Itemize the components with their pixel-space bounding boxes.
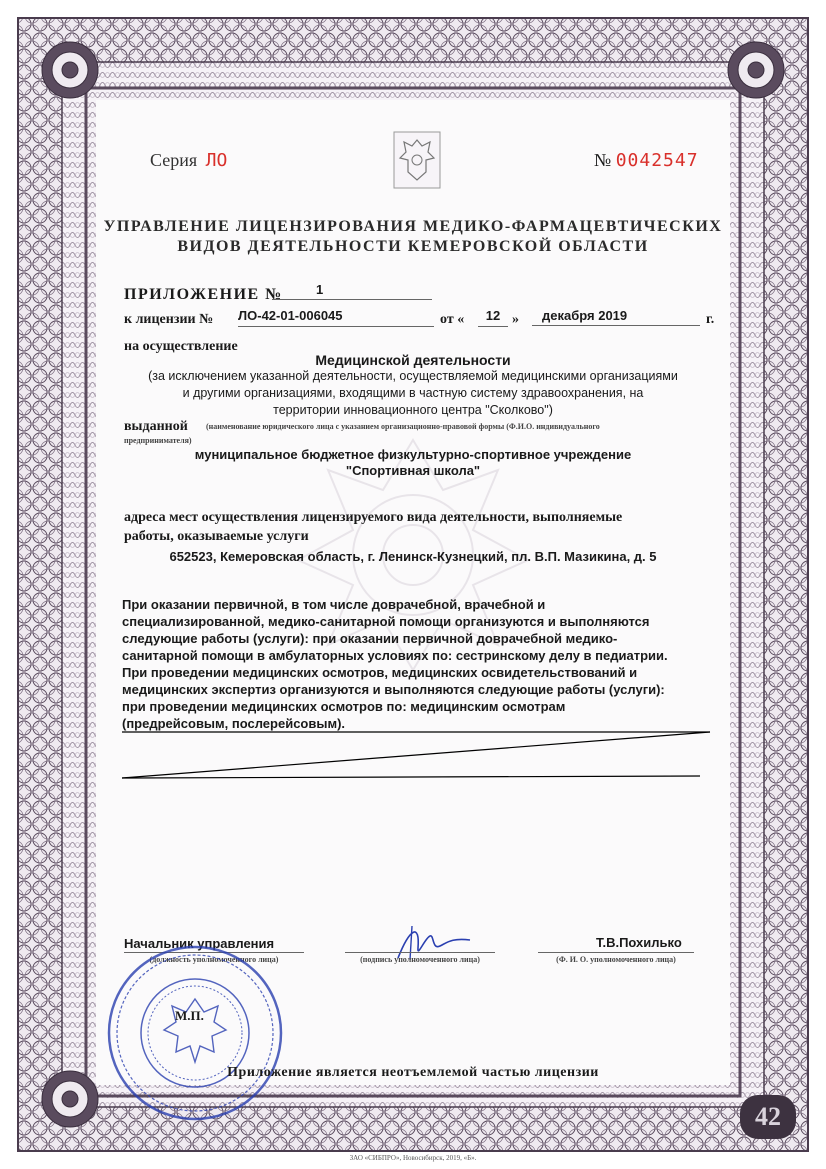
annex-label: ПРИЛОЖЕНИЕ №	[124, 286, 283, 303]
date-quote-close: »	[512, 312, 519, 327]
form-number: 0042547	[615, 150, 699, 171]
organization-name-line-2: "Спортивная школа"	[345, 463, 481, 478]
services-line-6: медицинских экспертиз организуются и выполняются следующие работы (услуги):	[122, 682, 665, 697]
name-underline	[538, 952, 694, 953]
series-value: ЛО	[205, 150, 228, 171]
services-line-1: При оказании первичной, в том числе доврачебной, врачебной и	[122, 597, 546, 612]
license-label: к лицензии №	[124, 312, 214, 327]
signature-underline	[345, 952, 495, 953]
license-number: ЛО-42-01-006045	[238, 308, 434, 327]
signer-name: Т.В.Похилько	[596, 935, 682, 950]
date-month-year: декабря 2019	[532, 308, 700, 326]
services-line-8: (предрейсовым, послерейсовым).	[122, 716, 346, 731]
date-year-suffix: г.	[706, 312, 715, 327]
services-line-7: при проведении медицинских осмотров по: медицинским осмотрам	[122, 699, 566, 714]
services-line-4: санитарной помощи в амбулаторных условиях по: сестринскому делу в педиатрии.	[122, 648, 668, 663]
address-label-line-1: адреса мест осуществления лицензируемого вида деятельности, выполняемые	[124, 510, 623, 525]
printer-imprint: ЗАО «СИБПРО», Новосибирск, 2019, «Б».	[349, 1154, 477, 1162]
signature-caption: (подпись уполномоченного лица)	[360, 955, 480, 964]
stamp-mark: М.П.	[175, 1008, 204, 1023]
issued-label: выданной	[124, 419, 188, 434]
official-stamp	[100, 944, 290, 1122]
activity-title: Медицинской деятельности	[315, 352, 511, 368]
annex-number: 1	[272, 282, 432, 300]
signer-position: Начальник управления	[124, 936, 275, 951]
activity-desc-line-2: и другими организациями, входящими в частную систему здравоохранения, на	[182, 386, 644, 400]
series-label: Серия	[150, 150, 198, 170]
address-label-line-2: работы, оказываемые услуги	[124, 529, 309, 544]
issued-caption-line-1: (наименование юридического лица с указанием организационно-правовой формы (Ф.И.О. индивидуального	[206, 422, 600, 431]
activity-label: на осуществление	[124, 339, 238, 354]
activity-desc-line-1: (за исключением указанной деятельности, осуществляемой медицинскими организациями	[148, 369, 678, 383]
activity-desc-line-3: территории инновационного центра "Сколково")	[273, 403, 553, 417]
services-line-2: специализированной, медико-санитарной помощи организуются и выполняются	[122, 614, 650, 629]
issued-caption-line-2: предпринимателя)	[124, 436, 192, 445]
organization-name-line-1: муниципальное бюджетное физкультурно-спортивное учреждение	[194, 447, 632, 462]
date-day: 12	[478, 308, 508, 327]
page-badge	[740, 1095, 796, 1139]
address-value: 652523, Кемеровская область, г. Ленинск-Кузнецкий, пл. В.П. Мазикина, д. 5	[169, 549, 657, 564]
number-sign: №	[594, 150, 612, 170]
annex-note: Приложение является неотъемлемой частью лицензии	[227, 1065, 599, 1080]
page-number: 42	[755, 1102, 781, 1131]
services-line-5: При проведении медицинских осмотров, медицинских освидетельствований и	[122, 665, 638, 680]
authority-line-1: УПРАВЛЕНИЕ ЛИЦЕНЗИРОВАНИЯ МЕДИКО-ФАРМАЦЕВТИЧЕСКИХ	[103, 218, 723, 235]
position-caption: (должность уполномоченного лица)	[149, 955, 279, 964]
services-line-3: следующие работы (услуги): при оказании первичной доврачебной медико-	[122, 631, 618, 646]
authority-line-2: ВИДОВ ДЕЯТЕЛЬНОСТИ КЕМЕРОВСКОЙ ОБЛАСТИ	[177, 238, 649, 255]
name-caption: (Ф. И. О. уполномоченного лица)	[556, 955, 676, 964]
date-from-label: от «	[440, 312, 465, 327]
